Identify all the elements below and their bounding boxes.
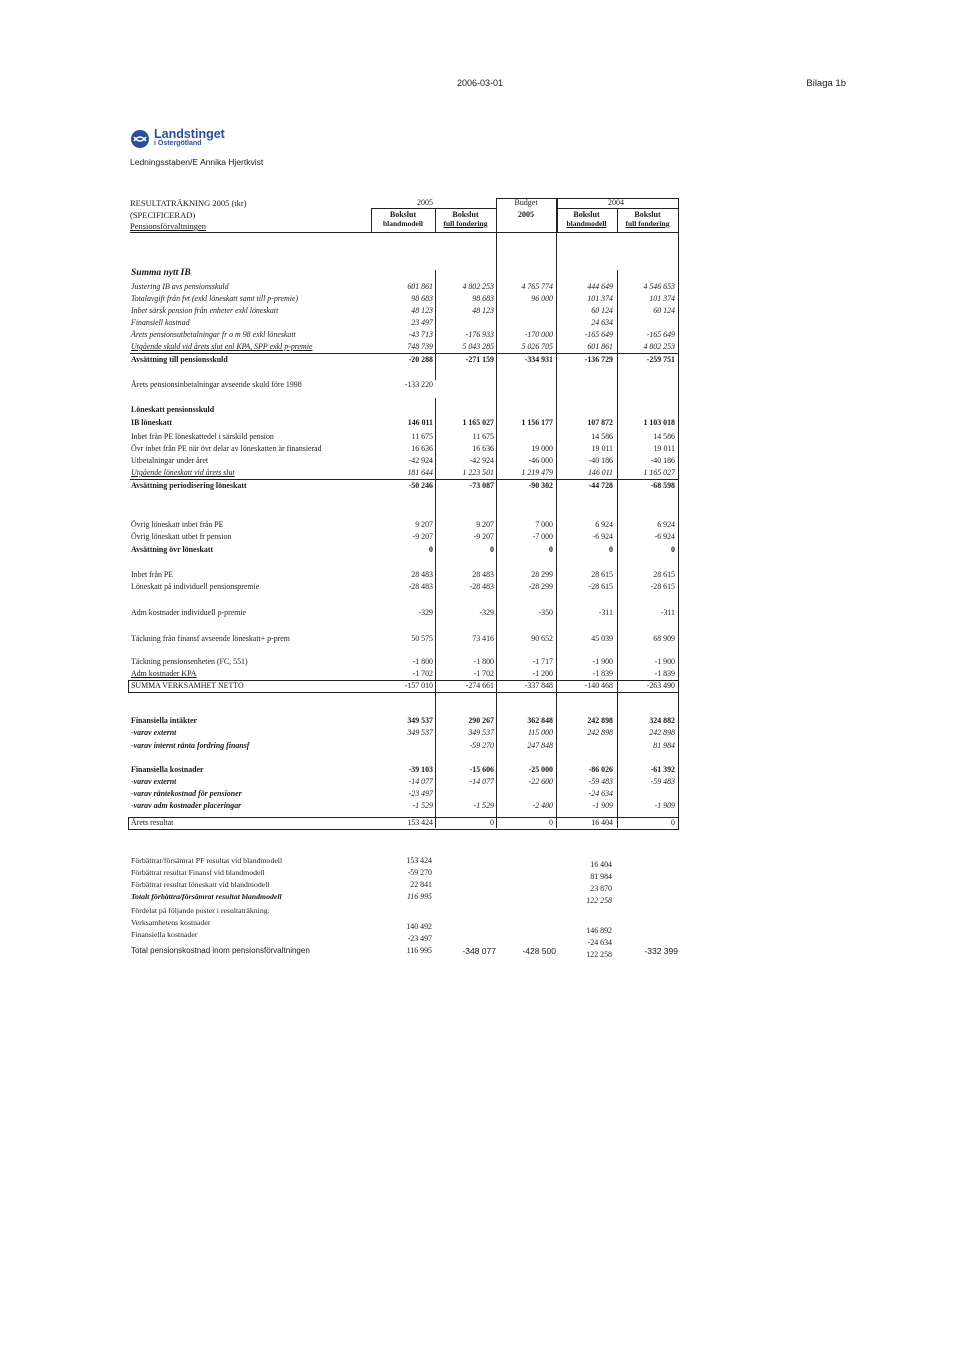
row-value-col1: -9 207 <box>412 532 433 541</box>
row-value-col5: -311 <box>660 608 675 617</box>
row-value-col5: -40 186 <box>650 456 675 465</box>
row-value-col2: 349 537 <box>468 728 494 737</box>
row-value-col4: 45 039 <box>591 634 613 643</box>
row-value-col1: -20 288 <box>408 355 433 364</box>
row-label: Årets pensionsutbetalningar fr o m 98 exkl löneskatt <box>131 330 296 339</box>
row-value-col4: -140 468 <box>584 681 613 690</box>
attachment-label: Bilaga 1b <box>806 78 846 89</box>
row-value-col3: -22 600 <box>528 777 553 786</box>
summary-label: Verksamhetens kostnader <box>131 918 211 927</box>
row-value-col1: -42 924 <box>408 456 433 465</box>
department-line: Ledningsstaben/E Annika Hjertkvist <box>130 157 264 167</box>
row-value-col1: -14 077 <box>408 777 433 786</box>
header-line-2005 <box>371 208 496 209</box>
row-value-col4: -86 026 <box>588 765 613 774</box>
row-value-col4: -6 924 <box>592 532 613 541</box>
header-line-2004 <box>556 208 678 209</box>
row-label: Inbet från PE löneskattedel i särskild pension <box>131 432 274 441</box>
col-year-2005: 2005 <box>417 198 433 207</box>
row-value-col3: -350 <box>538 608 553 617</box>
row-label: Årets resultat <box>131 818 174 827</box>
row-value-col2: -14 077 <box>469 777 494 786</box>
row-value-col1: 9 207 <box>415 520 433 529</box>
total-value-3: -332 399 <box>644 946 678 956</box>
row-value-col1: 153 424 <box>407 818 433 827</box>
row-label: Årets pensionsinbetalningar avseende skuld före 1998 <box>131 380 302 389</box>
row-value-col2: -15 606 <box>469 765 494 774</box>
summary-label: Förbättrat resultat Finansf vid blandmodell <box>131 868 265 877</box>
row-value-col2: 48 123 <box>472 306 494 315</box>
row-label: Inbet särsk pension från enheter exkl löneskatt <box>131 306 279 315</box>
row-value-col2: -28 483 <box>469 582 494 591</box>
row-value-col5: 1 103 018 <box>643 418 675 427</box>
row-value-col1: -23 497 <box>408 789 433 798</box>
row-label: Justering IB avs pensionsskuld <box>131 282 229 291</box>
row-value-col2: -42 924 <box>469 456 494 465</box>
row-value-col3: 96 000 <box>531 294 553 303</box>
row-value-col3: 1 219 479 <box>521 468 553 477</box>
row-value-col4: 19 011 <box>591 444 613 453</box>
row-separator <box>130 353 678 354</box>
row-value-col5: -165 649 <box>646 330 675 339</box>
summary-label: Totalt förbättra/försämrat resultat blandmodell <box>131 892 282 901</box>
summary-value-2004: 122 258 <box>586 950 612 959</box>
document-date: 2006-03-01 <box>456 78 504 88</box>
row-label: Summa nytt IB <box>131 268 191 278</box>
row-value-col2: -73 087 <box>469 481 494 490</box>
row-value-col4: 14 586 <box>591 432 613 441</box>
row-value-col2: 73 416 <box>472 634 494 643</box>
row-value-col2: -59 270 <box>469 741 494 750</box>
row-value-col4: 6 924 <box>595 520 613 529</box>
row-value-col5: -1 900 <box>654 657 675 666</box>
row-value-col1: 146 011 <box>407 418 433 427</box>
row-label: SUMMA VERKSAMHET NETTO <box>131 681 244 690</box>
row-value-col5: 4 802 253 <box>643 342 675 351</box>
row-value-col3: 247 848 <box>527 741 553 750</box>
row-value-col5: 101 374 <box>649 294 675 303</box>
row-value-col1: 48 123 <box>411 306 433 315</box>
row-value-col5: 4 546 653 <box>643 282 675 291</box>
row-label: Finansiell kostnad <box>131 318 190 327</box>
row-value-col3: -25 000 <box>528 765 553 774</box>
boxed-total-row <box>128 680 679 693</box>
row-value-col1: 601 861 <box>407 282 433 291</box>
row-value-col5: 0 <box>671 545 675 554</box>
col5-header: Bokslut full fondering <box>625 210 670 228</box>
row-value-col4: 242 898 <box>587 728 613 737</box>
row-label: Finansiella intäkter <box>131 716 197 725</box>
row-value-col4: -59 483 <box>588 777 613 786</box>
row-value-col5: 324 882 <box>649 716 675 725</box>
row-value-col2: 0 <box>490 545 494 554</box>
row-value-col4: 101 374 <box>587 294 613 303</box>
row-value-col3: 362 848 <box>527 716 553 725</box>
row-value-col2: 98 683 <box>472 294 494 303</box>
row-value-col4: -165 649 <box>584 330 613 339</box>
header-bottom-line <box>130 232 678 233</box>
row-value-col5: -1 839 <box>654 669 675 678</box>
row-value-col1: 11 675 <box>411 432 433 441</box>
row-label: Adm kostnader KPA <box>131 669 197 678</box>
row-value-col1: 349 537 <box>407 716 433 725</box>
row-value-col3: 90 652 <box>531 634 553 643</box>
row-value-col2: -329 <box>479 608 494 617</box>
row-value-col1: 0 <box>429 545 433 554</box>
landstinget-emblem-icon <box>130 129 150 149</box>
row-value-col1: -329 <box>418 608 433 617</box>
col3-header: 2005 <box>518 210 534 219</box>
row-value-col2: 9 207 <box>476 520 494 529</box>
row-value-col1: 23 497 <box>411 318 433 327</box>
row-value-col5: 242 898 <box>649 728 675 737</box>
row-value-col4: 24 634 <box>591 318 613 327</box>
logo-text: Landstinget <box>154 127 225 141</box>
summary-value-2004: 122 258 <box>586 896 612 905</box>
row-value-col4: 444 649 <box>587 282 613 291</box>
row-label: Löneskatt pensionsskuld <box>131 405 215 414</box>
row-value-col2: -1 529 <box>473 801 494 810</box>
row-value-col5: 68 909 <box>653 634 675 643</box>
row-value-col2: 1 223 501 <box>462 468 494 477</box>
row-value-col2: -176 933 <box>465 330 494 339</box>
row-value-col2: -9 207 <box>473 532 494 541</box>
summary-value-2005: 22 841 <box>410 880 432 889</box>
row-value-col3: 19 000 <box>531 444 553 453</box>
row-label: Inbet från PE <box>131 570 174 579</box>
row-value-col3: 1 156 177 <box>521 418 553 427</box>
summary-value-2004: 146 892 <box>586 926 612 935</box>
row-label: Övr inbet från PE när övr delar av löneskatten är finansierad <box>131 444 322 453</box>
row-value-col4: -136 729 <box>584 355 613 364</box>
row-value-col4: 0 <box>609 545 613 554</box>
row-value-col1: -1 529 <box>412 801 433 810</box>
report-title: RESULTATRÄKNING 2005 (tkr) <box>130 198 247 208</box>
row-label: Utgående löneskatt vid årets slut <box>131 468 235 477</box>
row-value-col5: 0 <box>671 818 675 827</box>
col-year-2004: 2004 <box>608 198 624 207</box>
row-label: Täckning pensionsenheten (FC, 551) <box>131 657 248 666</box>
logo-subtext: i Östergötland <box>154 140 202 147</box>
row-label: Täckning från finansf avseende löneskatt+ p-prem <box>131 634 290 643</box>
row-value-col4: 28 615 <box>591 570 613 579</box>
row-value-col3: -7 000 <box>532 532 553 541</box>
row-value-col4: -24 634 <box>588 789 613 798</box>
total-value-2: -428 500 <box>522 946 556 956</box>
row-value-col1: 50 575 <box>411 634 433 643</box>
total-label: Total pensionskostnad inom pensionsförvaltningen <box>131 946 310 955</box>
row-value-col3: 115 000 <box>527 728 553 737</box>
row-label: Avsättning övr löneskatt <box>131 545 214 554</box>
col1-header: Bokslut blandmodell <box>382 210 423 228</box>
total-value-1: -348 077 <box>462 946 496 956</box>
row-value-col5: 19 011 <box>653 444 675 453</box>
row-value-col3: 5 026 705 <box>521 342 553 351</box>
summary-value-2004: 16 404 <box>590 860 612 869</box>
report-subtitle: (SPECIFICERAD) <box>130 209 196 220</box>
row-label: Löneskatt på individuell pensionspremie <box>131 582 260 591</box>
row-value-col3: 7 000 <box>535 520 553 529</box>
row-value-col4: -28 615 <box>588 582 613 591</box>
row-label: IB löneskatt <box>131 418 172 427</box>
summary-label: Förbättrat resultat löneskatt vid blandmodell <box>131 880 270 889</box>
row-value-col2: 290 267 <box>468 716 494 725</box>
row-value-col1: 181 644 <box>407 468 433 477</box>
summary-value-2004: 23 870 <box>590 884 612 893</box>
summary-label: Fördelat på följande poster i resultaträkning: <box>131 906 270 915</box>
row-value-col5: -61 392 <box>650 765 675 774</box>
row-label: Finansiella kostnader <box>131 765 204 774</box>
row-value-col2: -271 159 <box>465 355 494 364</box>
row-label: -varav externt <box>131 777 177 786</box>
row-value-col2: 5 043 285 <box>462 342 494 351</box>
row-value-col3: -170 000 <box>524 330 553 339</box>
row-value-col5: -6 924 <box>654 532 675 541</box>
summary-value-2004: -24 634 <box>587 938 612 947</box>
row-value-col4: -1 839 <box>592 669 613 678</box>
summary-value-2005: 116 995 <box>406 946 432 955</box>
row-value-col4: -40 186 <box>588 456 613 465</box>
row-value-col5: -28 615 <box>650 582 675 591</box>
row-value-col5: -59 483 <box>650 777 675 786</box>
row-value-col3: 28 299 <box>531 570 553 579</box>
summary-value-2005: -23 497 <box>407 934 432 943</box>
row-value-col1: 98 683 <box>411 294 433 303</box>
row-value-col2: 4 802 253 <box>462 282 494 291</box>
row-value-col2: -274 661 <box>465 681 494 690</box>
row-value-col5: -263 490 <box>646 681 675 690</box>
row-value-col1: 28 483 <box>411 570 433 579</box>
col-budget: Budget <box>514 198 538 207</box>
row-value-col5: 6 924 <box>657 520 675 529</box>
row-value-col4: -44 728 <box>588 481 613 490</box>
summary-value-2005: 116 995 <box>406 892 432 901</box>
row-value-col5: -259 751 <box>646 355 675 364</box>
row-value-col2: 0 <box>490 818 494 827</box>
row-value-col1: -1 800 <box>412 657 433 666</box>
row-value-col3: -2 400 <box>532 801 553 810</box>
row-value-col1: -133 220 <box>404 380 433 389</box>
row-value-col2: 28 483 <box>472 570 494 579</box>
row-value-col3: 0 <box>549 818 553 827</box>
summary-value-2005: -59 270 <box>407 868 432 877</box>
col2-header: Bokslut full fondering <box>443 210 488 228</box>
row-label: Utbetalningar under året <box>131 456 209 465</box>
row-label: -varav externt <box>131 728 177 737</box>
row-value-col2: -1 702 <box>473 669 494 678</box>
report-unit: Pensionsförvaltningen <box>130 221 207 231</box>
row-value-col4: 146 011 <box>587 468 613 477</box>
row-value-col5: 60 124 <box>653 306 675 315</box>
row-value-col4: -1 900 <box>592 657 613 666</box>
row-value-col3: 0 <box>549 545 553 554</box>
row-value-col1: -157 010 <box>404 681 433 690</box>
row-value-col1: 16 636 <box>411 444 433 453</box>
row-label: Övrig löneskatt utbet fr pension <box>131 532 232 541</box>
row-label: Utgående skuld vid årets slut enl KPA, SPP exkl p-premie <box>131 342 313 351</box>
row-value-col3: -90 302 <box>528 481 553 490</box>
row-value-col3: -28 299 <box>528 582 553 591</box>
row-value-col5: -1 909 <box>654 801 675 810</box>
row-value-col3: 4 765 774 <box>521 282 553 291</box>
row-value-col4: -1 909 <box>592 801 613 810</box>
row-value-col4: 107 872 <box>587 418 613 427</box>
summary-value-2004: 81 984 <box>590 872 612 881</box>
row-separator <box>130 479 678 480</box>
row-value-col5: -68 598 <box>650 481 675 490</box>
row-value-col3: -1 200 <box>532 669 553 678</box>
row-label: Avsättning periodisering löneskatt <box>131 481 247 490</box>
row-label: -varav adm kostnader placeringar <box>131 801 242 810</box>
row-value-col1: -1 702 <box>412 669 433 678</box>
row-value-col3: -46 000 <box>528 456 553 465</box>
summary-value-2005: 140 492 <box>406 922 432 931</box>
row-value-col4: -311 <box>598 608 613 617</box>
row-label: Totalavgift från fvt (exkl löneskatt samt till p-premie) <box>131 294 299 303</box>
row-label: Adm kostnader individuell p-premie <box>131 608 247 617</box>
row-value-col5: 14 586 <box>653 432 675 441</box>
row-value-col4: 242 898 <box>587 716 613 725</box>
row-value-col1: 349 537 <box>407 728 433 737</box>
row-value-col1: -43 713 <box>408 330 433 339</box>
row-label: Avsättning till pensionsskuld <box>131 355 228 364</box>
row-value-col4: 601 861 <box>587 342 613 351</box>
row-value-col2: 11 675 <box>472 432 494 441</box>
col-divider-5 <box>678 198 679 828</box>
row-value-col4: 16 404 <box>591 818 613 827</box>
summary-value-2005: 153 424 <box>406 856 432 865</box>
row-label: -varav räntekostnad för pensioner <box>131 789 242 798</box>
boxed-total-row <box>128 817 679 830</box>
row-value-col2: 16 636 <box>472 444 494 453</box>
report-title-block <box>130 198 247 233</box>
row-value-col5: 81 984 <box>653 741 675 750</box>
row-value-col1: -28 483 <box>408 582 433 591</box>
row-value-col1: 748 739 <box>407 342 433 351</box>
row-value-col5: 28 615 <box>653 570 675 579</box>
row-value-col5: 1 165 027 <box>643 468 675 477</box>
row-value-col2: 1 165 027 <box>462 418 494 427</box>
row-value-col1: -50 246 <box>408 481 433 490</box>
row-label: Övrig löneskatt inbet från PE <box>131 520 224 529</box>
summary-label: Förbättrat/försämrat PF resultat vid blandmodell <box>131 856 283 865</box>
row-value-col3: -337 848 <box>524 681 553 690</box>
summary-label: Finansiella kostnader <box>131 930 198 939</box>
col4-header: Bokslut blandmodell <box>566 210 607 228</box>
row-value-col1: -39 103 <box>408 765 433 774</box>
row-value-col3: -334 931 <box>524 355 553 364</box>
row-label: -varav internt ränta fordring finansf <box>131 741 250 750</box>
row-value-col4: 60 124 <box>591 306 613 315</box>
row-value-col2: -1 800 <box>473 657 494 666</box>
row-value-col3: -1 717 <box>532 657 553 666</box>
